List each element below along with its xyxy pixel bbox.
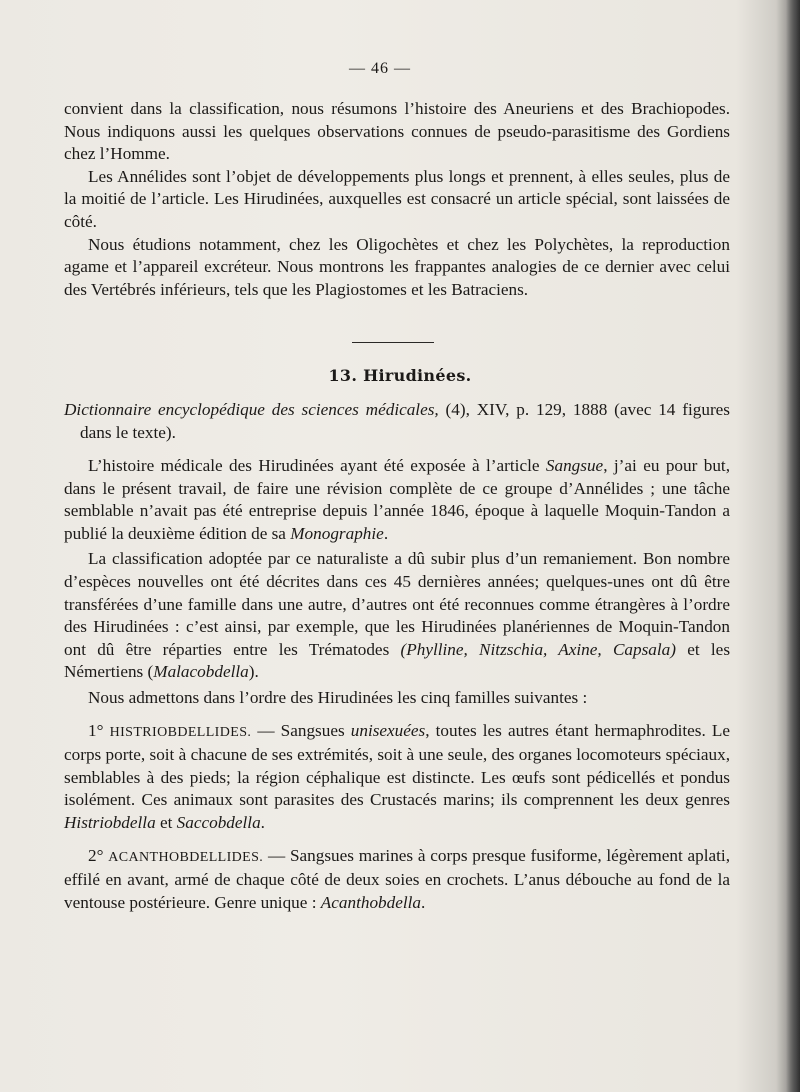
genera-list: (Phylline, Nitzschia, Axine, Capsala) [400, 639, 676, 659]
family-2: 2° ACANTHOBDELLIDES. — Sangsues marines à corps presque fusiforme, légèrement aplati, effilé en avant, armé de chaque côté de deux soies en crochets. L’anus débouche au fond de la ventouse postérieure. Genre unique : Acanthobdella. [64, 845, 730, 912]
section-divider [352, 342, 434, 343]
term-malacobdella: Malacobdella [153, 662, 249, 682]
reference-details: (4), XIV, p. 129, 1888 (avec 14 figures dans le texte). [80, 400, 730, 442]
section-paragraph-1: L’histoire médicale des Hirudinées ayant été exposée à l’article Sangsue, j’ai eu pour but, dans le présent travail, de faire une révision complète de ce groupe d’Annélides ; une tâche semblable n’avait pas été entreprise depuis l’année 1846, époque à laquelle Moquin-Tandon a publié la deuxième édition de sa Monographie. [64, 456, 730, 543]
family-1-number: 1° [88, 720, 104, 740]
reference-line [64, 398, 730, 444]
family-2-number: 2° [88, 845, 104, 865]
term-monographie: Monographie [290, 523, 384, 543]
section-heading: 13. Hirudinées. [328, 366, 472, 385]
page-edge-shadow [786, 0, 800, 1092]
intro-paragraph-1: convient dans la classification, nous résumons l’histoire des Aneuriens et des Brachiopodes. Nous indiquons aussi les quelques observations connues de pseudo-parasitisme des Gordiens chez l’Homme. [64, 99, 730, 164]
page-number: — 46 — [349, 60, 411, 77]
section-paragraph-2: La classification adoptée par ce naturaliste a dû subir plus d’un remaniement. Bon nombre d’espèces nouvelles ont été décrites dans ces 45 dernières années; quelques-unes ont dû être transférées d’une famille dans une autre, d’autres ont été reconnues comme étrangères à l’ordre des Hirudinées : c’est ainsi, par exemple, que les Hirudinées planériennes de Moquin-Tandon ont dû être réparties entre les Trématodes (Phylline, Nitzschia, Axine, Capsala) et les Némertiens (Malacobdella). [64, 549, 731, 682]
genus-histriobdella: Histriobdella [64, 812, 156, 832]
intro-paragraph-2: Les Annélides sont l’objet de développements plus longs et prennent, à elles seules, plus de la moitié de l’article. Les Hirudinées, auxquelles est consacré un article spécial, sont laissées de côté. [64, 166, 730, 231]
section-body [64, 455, 730, 914]
genus-saccobdella: Saccobdella [176, 812, 261, 832]
family-2-name: ACANTHOBDELLIDES. [108, 849, 264, 865]
term-unisexuees: unisexuées [350, 720, 426, 740]
term-sangsue: Sangsue [545, 456, 604, 475]
family-1-name: HISTRIOBDELLIDES. [109, 724, 252, 740]
intro-paragraph-3: Nous étudions notamment, chez les Oligochètes et chez les Polychètes, la reproduction agame et l’appareil excréteur. Nous montrons les frappantes analogies de ce dernier avec celui des Vertébrés inférieurs, tels que les Plagiostomes et les Batraciens. [64, 234, 730, 299]
intro-text [64, 98, 730, 301]
bibliographic-reference [64, 398, 730, 444]
family-1: 1° HISTRIOBDELLIDES. — Sangsues unisexuées, toutes les autres étant hermaphrodites. Le corps porte, soit à chacune de ses extrémités, soit à une seule, des organes locomoteurs spéciaux, semblables à des pieds; la région céphalique est distincte. Les œufs sont pédicellés et pondus isolément. Ces animaux sont parasites des Crustacés marins; ils comprennent les deux genres Histriobdella et Saccobdella. [64, 720, 730, 832]
genus-acanthobdella: Acanthobdella [320, 892, 422, 912]
section-paragraph-3: Nous admettons dans l’ordre des Hirudinées les cinq familles suivantes : [88, 687, 588, 707]
reference-title: Dictionnaire encyclopédique des sciences médicales, [64, 400, 439, 419]
